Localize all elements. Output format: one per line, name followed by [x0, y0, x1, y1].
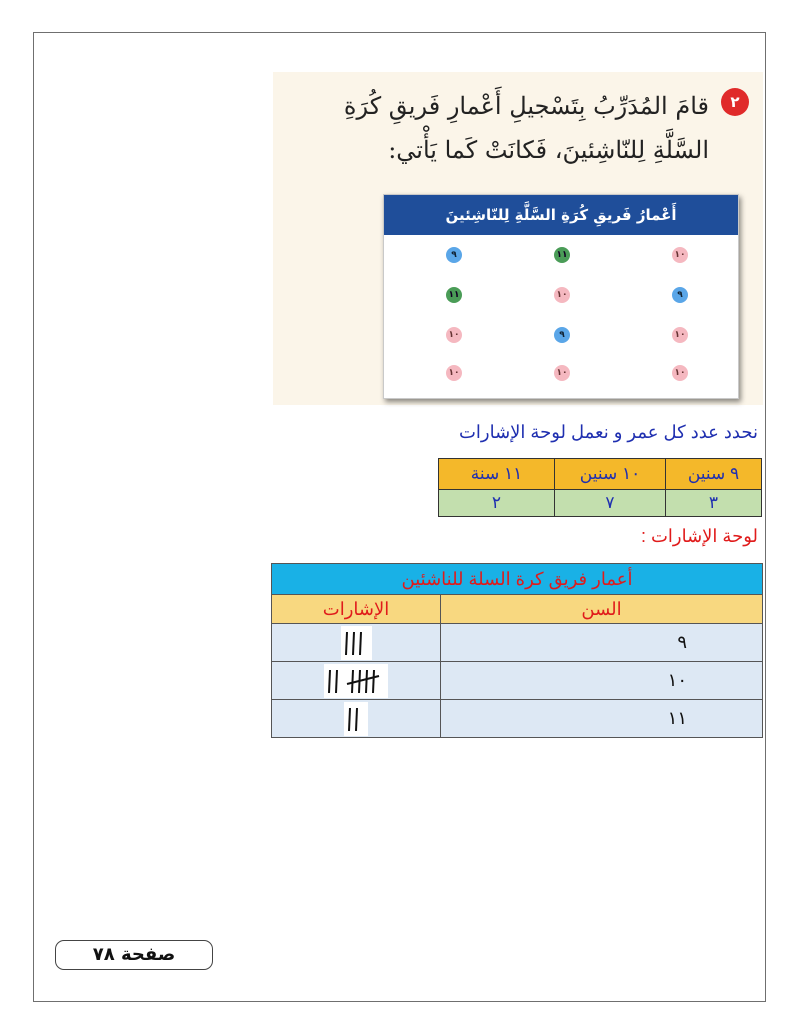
tally-svg	[344, 702, 368, 736]
tally-label: لوحة الإشارات :	[640, 526, 758, 546]
problem-card	[273, 72, 763, 405]
tally-age-cell: ١١	[441, 700, 763, 738]
tally-stroke	[352, 670, 353, 693]
age-dot: ١٠	[446, 365, 462, 381]
tally-marks-cell	[272, 662, 441, 700]
freq-header-9: ٩ سنين	[666, 459, 762, 490]
frequency-table	[438, 458, 762, 517]
age-dot: ١٠	[672, 327, 688, 343]
tally-marks-cell	[272, 700, 441, 738]
age-dot: ١١	[554, 247, 570, 263]
tally-stroke	[360, 632, 361, 655]
tally-stroke	[356, 708, 357, 731]
tally-age-cell: ٩	[441, 624, 763, 662]
age-dot: ١٠	[554, 365, 570, 381]
freq-header-10: ١٠ سنين	[555, 459, 666, 490]
instruction-text: نحدد عدد كل عمر و نعمل لوحة الإشارات	[458, 422, 758, 442]
tally-stroke	[373, 670, 374, 693]
tally-stroke	[346, 632, 347, 655]
tally-svg	[341, 626, 372, 660]
age-dot: ١١	[446, 287, 462, 303]
tally-marks-cell	[272, 624, 441, 662]
age-dot: ١٠	[672, 247, 688, 263]
tally-svg	[324, 664, 388, 698]
tally-stroke	[366, 670, 367, 693]
tally-row	[272, 700, 763, 738]
age-dot: ٩	[446, 247, 462, 263]
problem-text: قامَ المُدَرِّبُ بِتَسْجيلِ أَعْمارِ فَريقِ كُرَةِ السَّلَّةِ لِلنّاشِئينَ، فَكانَتْ كَما يَأْتي:	[343, 92, 709, 164]
ages-card-title: أَعْمارُ فَريقِ كُرَةِ السَّلَّةِ لِلنّاشِئينَ	[384, 195, 738, 235]
page-number-label: صفحة ٧٨	[55, 940, 213, 970]
freq-value-9: ٣	[666, 490, 762, 517]
tally-age-cell: ١٠	[441, 662, 763, 700]
tally-stroke	[349, 708, 350, 731]
age-dot: ٩	[554, 327, 570, 343]
age-dot: ١٠	[672, 365, 688, 381]
tally-row	[272, 662, 763, 700]
tally-marks-icon	[324, 664, 388, 698]
age-dot: ٩	[672, 287, 688, 303]
tally-col-marks: الإشارات	[272, 595, 441, 624]
tally-stroke	[329, 670, 330, 693]
tally-table	[271, 563, 763, 738]
tally-stroke	[336, 670, 337, 693]
freq-header-11: ١١ سنة	[439, 459, 555, 490]
tally-marks-icon	[341, 626, 372, 660]
ages-card	[383, 194, 739, 399]
problem-number-badge: ٢	[721, 88, 749, 116]
tally-row	[272, 624, 763, 662]
age-dot: ١٠	[446, 327, 462, 343]
tally-marks-icon	[344, 702, 368, 736]
tally-stroke	[353, 632, 354, 655]
tally-table-title: أعمار فريق كرة السلة للناشئين	[272, 564, 763, 595]
freq-value-10: ٧	[555, 490, 666, 517]
ages-grid	[384, 235, 738, 400]
freq-value-11: ٢	[439, 490, 555, 517]
age-dot: ١٠	[554, 287, 570, 303]
tally-col-age: السن	[441, 595, 763, 624]
